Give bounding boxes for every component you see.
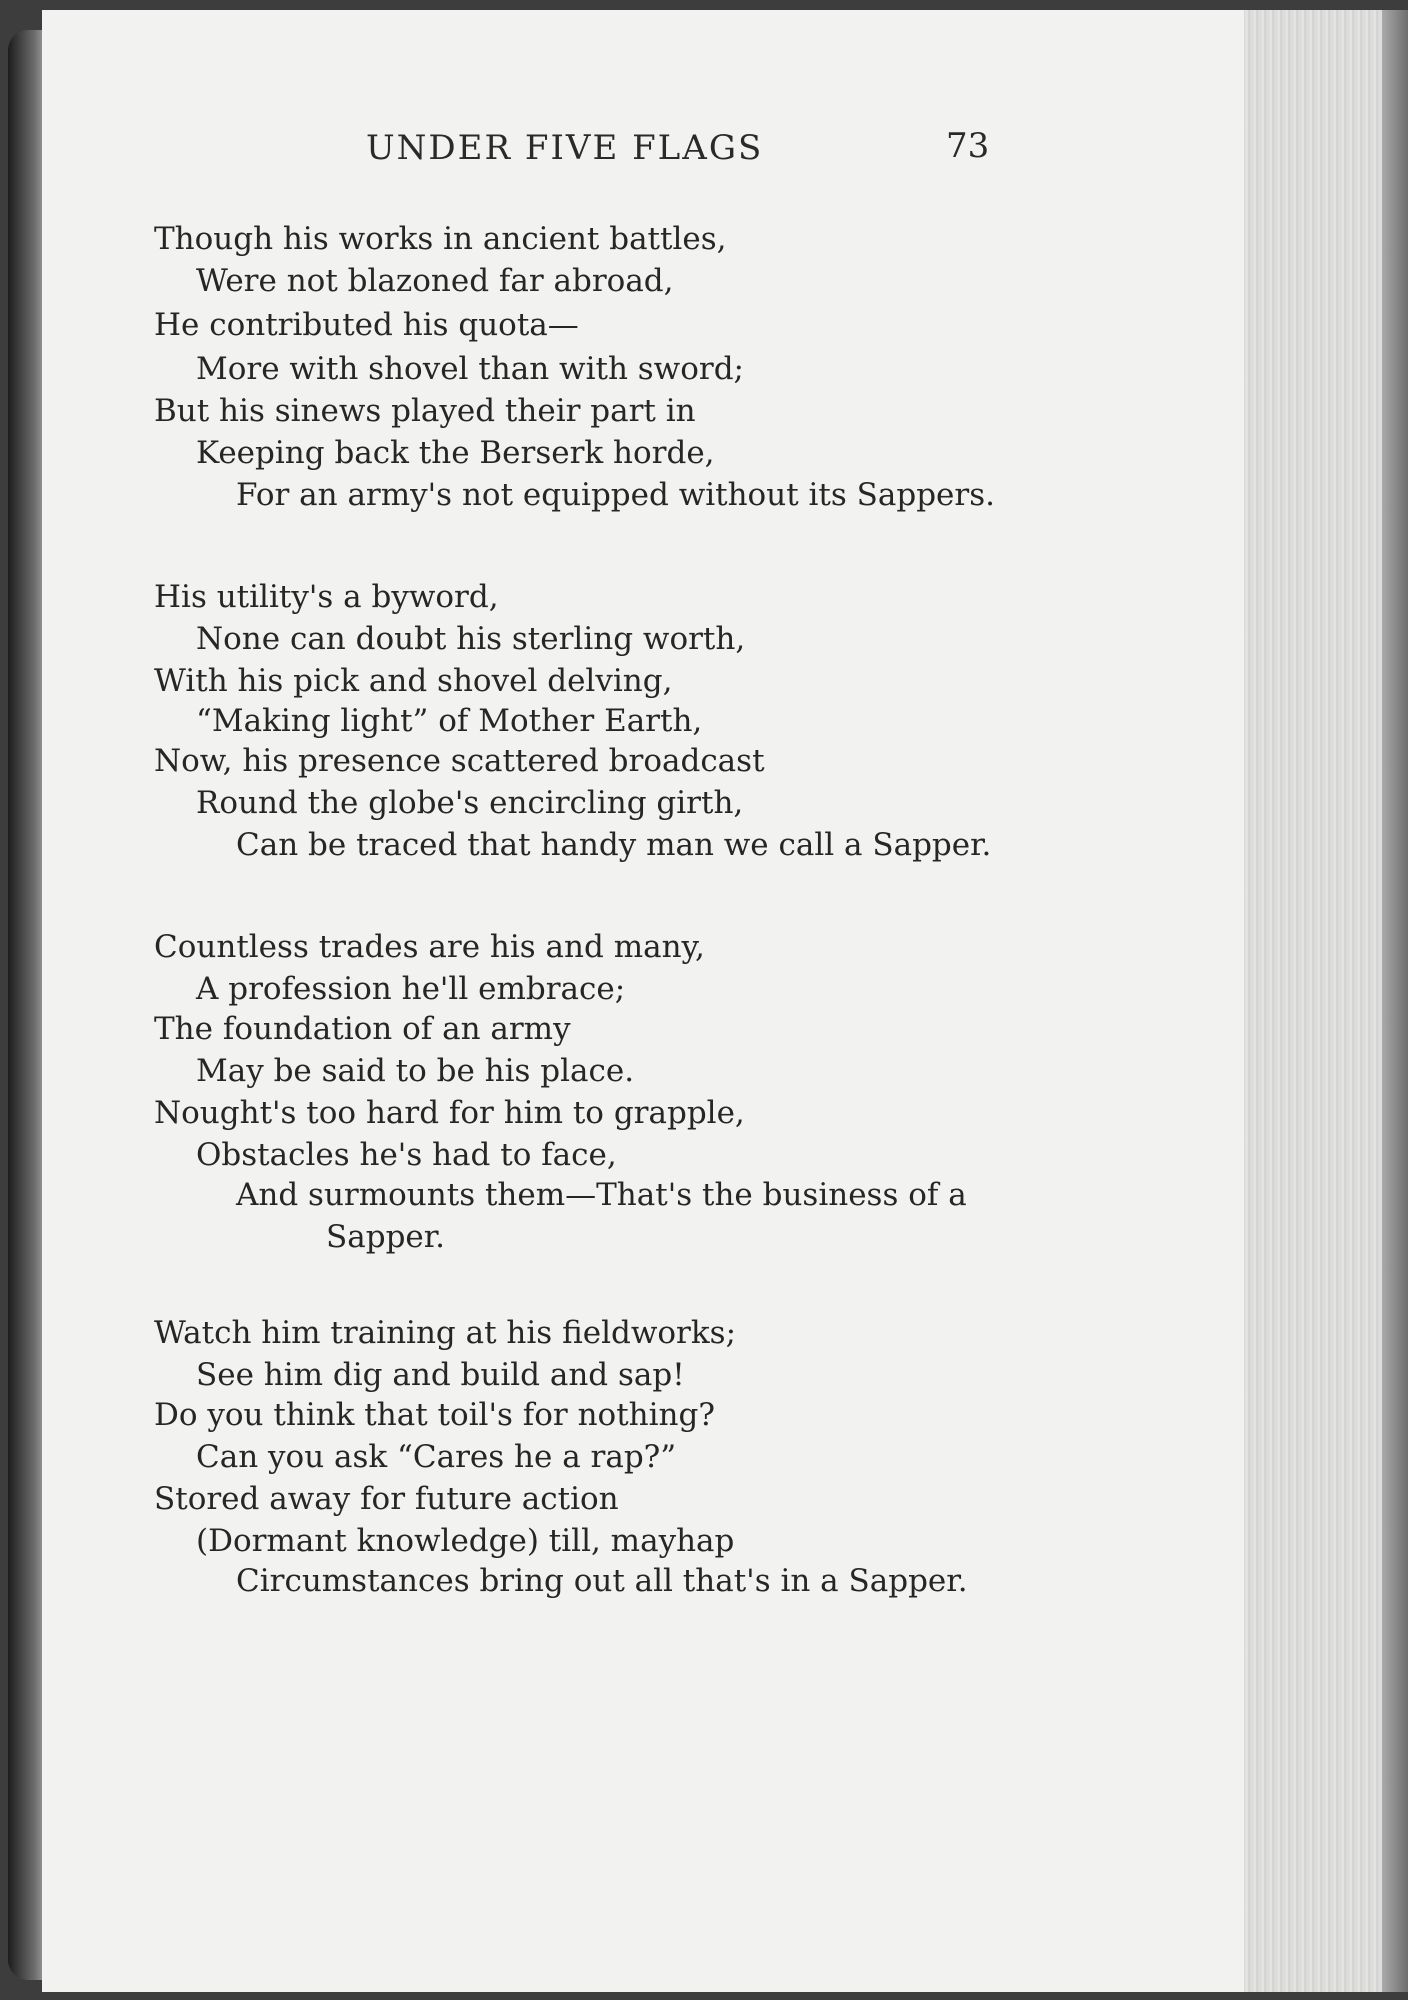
running-title: UNDER FIVE FLAGS (366, 128, 764, 168)
verse-line: His utility's a byword, (154, 579, 499, 615)
verse-line: Round the globe's encircling girth, (196, 785, 744, 821)
verse-line: (Dormant knowledge) till, mayhap (196, 1523, 735, 1559)
verse-line: With his pick and shovel delving, (154, 663, 673, 699)
verse-line: Circumstances bring out all that's in a Sapper. (236, 1563, 968, 1599)
verse-line: Do you think that toil's for nothing? (154, 1397, 715, 1433)
verse-line: Watch him training at his fieldworks; (154, 1315, 737, 1351)
verse-line: But his sinews played their part in (154, 393, 696, 429)
verse-line: Though his works in ancient battles, (154, 221, 727, 257)
verse-line: Obstacles he's had to face, (196, 1137, 617, 1173)
verse-line: Countless trades are his and many, (154, 929, 705, 965)
verse-line: And surmounts them—That's the business of a (236, 1177, 967, 1213)
verse-line: None can doubt his sterling worth, (196, 621, 746, 657)
verse-line: See him dig and build and sap! (196, 1357, 685, 1393)
verse-line: A profession he'll embrace; (196, 971, 626, 1007)
verse-line: Were not blazoned far abroad, (196, 263, 674, 299)
verse-line: He contributed his quota— (154, 307, 579, 343)
verse-line: Sapper. (326, 1219, 446, 1255)
verse-line: The foundation of an army (154, 1011, 571, 1047)
verse-line: May be said to be his place. (196, 1053, 635, 1089)
verse-line: Nought's too hard for him to grapple, (154, 1095, 745, 1131)
verse-line: Keeping back the Berserk horde, (196, 435, 715, 471)
verse-line: Now, his presence scattered broadcast (154, 743, 765, 779)
page-edges (1244, 10, 1408, 1992)
verse-line: For an army's not equipped without its Sappers. (236, 477, 995, 513)
page-number: 73 (946, 126, 990, 166)
verse-line: Can you ask “Cares he a rap?” (196, 1439, 677, 1475)
verse-line: Can be traced that handy man we call a Sapper. (236, 827, 992, 863)
verse-line: “Making light” of Mother Earth, (196, 703, 703, 739)
verse-line: Stored away for future action (154, 1481, 619, 1517)
verse-line: More with shovel than with sword; (196, 351, 744, 387)
